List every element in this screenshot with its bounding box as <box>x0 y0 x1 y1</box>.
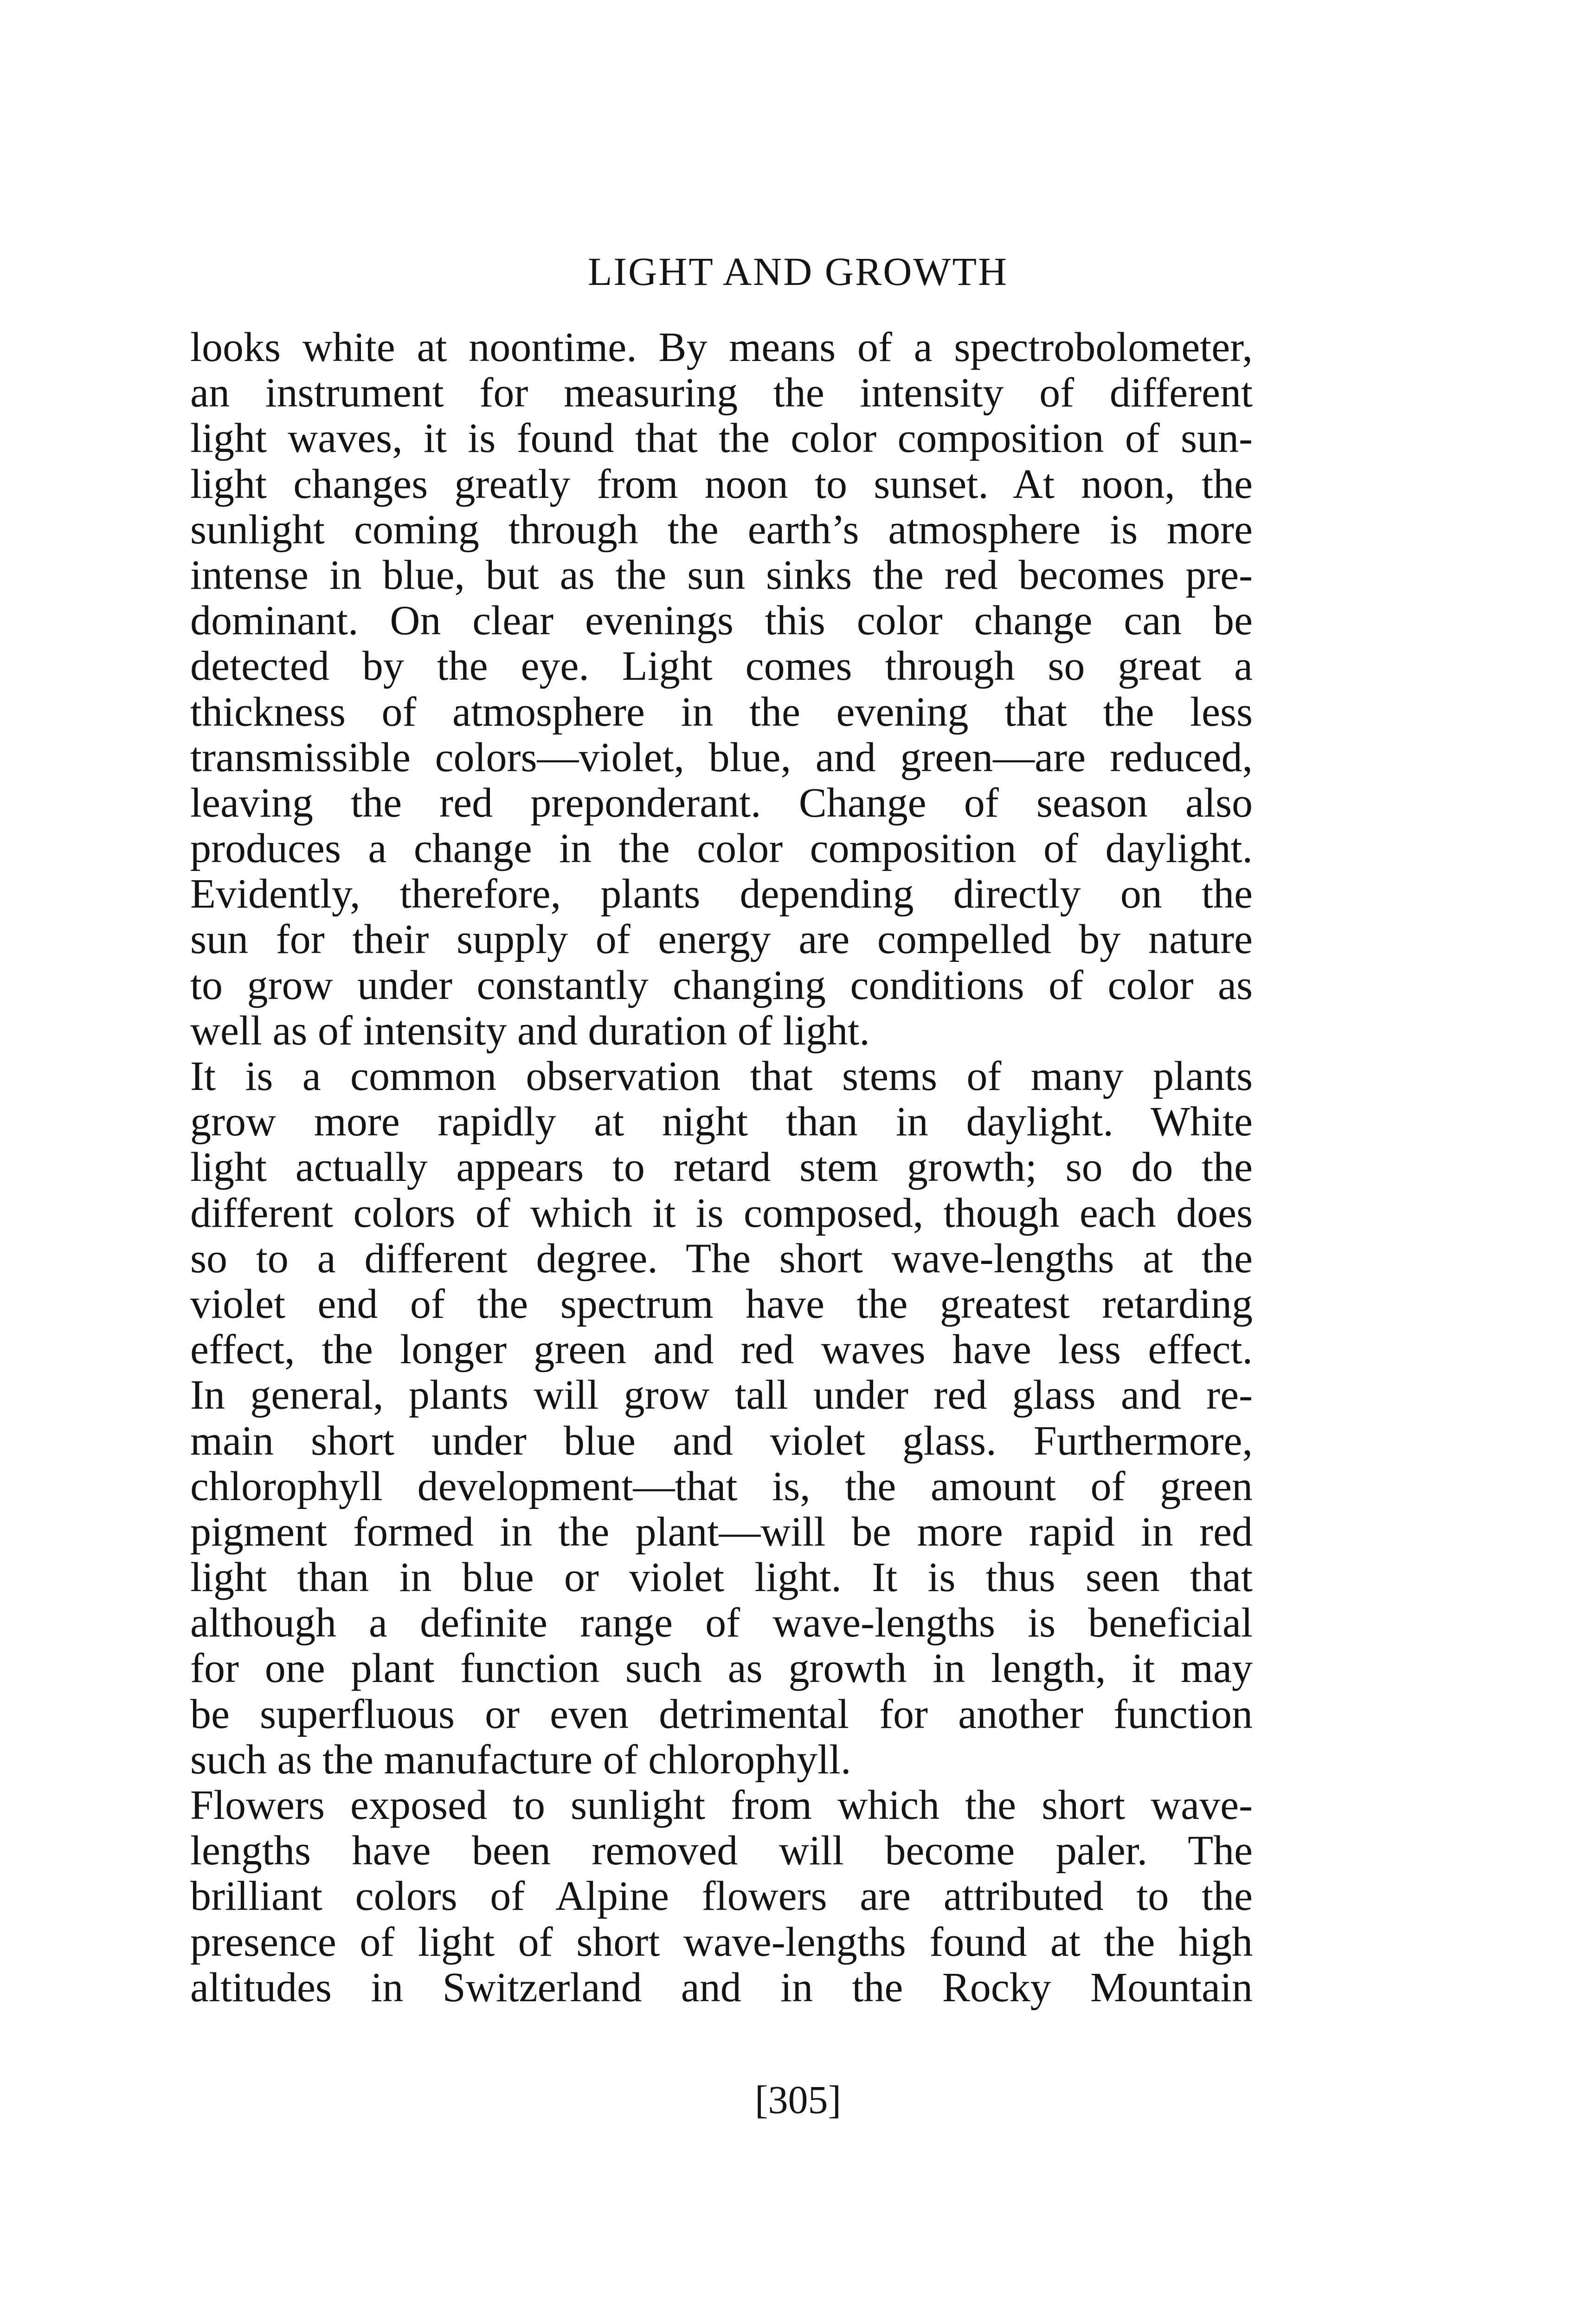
text-line: detected by the eye. Light comes through so great a <box>190 643 1253 690</box>
text-line: violet end of the spectrum have the greatest retarding <box>190 1281 1253 1327</box>
text-line-paragraph-start: It is a common observation that stems of many plants <box>190 1053 1253 1099</box>
text-line: leaving the red preponderant. Change of season also <box>190 780 1253 826</box>
text-line: be superfluous or even detrimental for another function <box>190 1691 1253 1737</box>
text-line: light than in blue or violet light. It is thus seen that <box>190 1554 1253 1601</box>
text-line: lengths have been removed will become paler. The <box>190 1828 1253 1874</box>
text-line: sunlight coming through the earth’s atmosphere is more <box>190 506 1253 553</box>
text-line: transmissible colors—violet, blue, and green—are reduced, <box>190 734 1253 780</box>
text-line: different colors of which it is composed, though each does <box>190 1190 1253 1236</box>
text-line-paragraph-end: well as of intensity and duration of light. <box>190 1007 870 1054</box>
text-line: looks white at noontime. By means of a spectrobolometer, <box>190 324 1253 370</box>
text-line-paragraph-end: such as the manufacture of chlorophyll. <box>190 1736 851 1783</box>
body-text <box>190 325 1253 2011</box>
text-line: light waves, it is found that the color composition of sun- <box>190 415 1253 462</box>
text-line: thickness of atmosphere in the evening that the less <box>190 689 1253 735</box>
text-line: pigment formed in the plant—will be more rapid in red <box>190 1508 1253 1555</box>
text-line: altitudes in Switzerland and in the Rocky Mountain <box>190 1964 1253 2011</box>
text-line: produces a change in the color composition of daylight. <box>190 825 1253 872</box>
text-line: to grow under constantly changing conditions of color as <box>190 962 1253 1008</box>
text-line: effect, the longer green and red waves have less effect. <box>190 1327 1253 1373</box>
text-line: Evidently, therefore, plants depending directly on the <box>190 871 1253 917</box>
text-line: light changes greatly from noon to sunset. At noon, the <box>190 461 1253 507</box>
text-line: dominant. On clear evenings this color change can be <box>190 598 1253 644</box>
text-line: intense in blue, but as the sun sinks the red becomes pre- <box>190 552 1253 598</box>
text-line: an instrument for measuring the intensity of different <box>190 370 1253 416</box>
text-line: In general, plants will grow tall under red glass and re- <box>190 1372 1253 1418</box>
text-line: grow more rapidly at night than in daylight. White <box>190 1099 1253 1145</box>
text-line: so to a different degree. The short wave-lengths at the <box>190 1235 1253 1282</box>
text-line: for one plant function such as growth in length, it may <box>190 1645 1253 1692</box>
text-line: presence of light of short wave-lengths found at the high <box>190 1919 1253 1965</box>
text-line: chlorophyll development—that is, the amount of green <box>190 1463 1253 1509</box>
text-line-paragraph-start: Flowers exposed to sunlight from which the short wave- <box>190 1782 1253 1828</box>
running-head-title: LIGHT AND GROWTH <box>587 249 1009 294</box>
page-number: [305] <box>754 2077 842 2122</box>
text-line: although a definite range of wave-lengths is beneficial <box>190 1600 1253 1646</box>
text-line: sun for their supply of energy are compelled by nature <box>190 916 1253 963</box>
text-line: main short under blue and violet glass. Furthermore, <box>190 1418 1253 1464</box>
text-line: brilliant colors of Alpine flowers are attributed to the <box>190 1873 1253 1920</box>
text-line: light actually appears to retard stem growth; so do the <box>190 1144 1253 1191</box>
